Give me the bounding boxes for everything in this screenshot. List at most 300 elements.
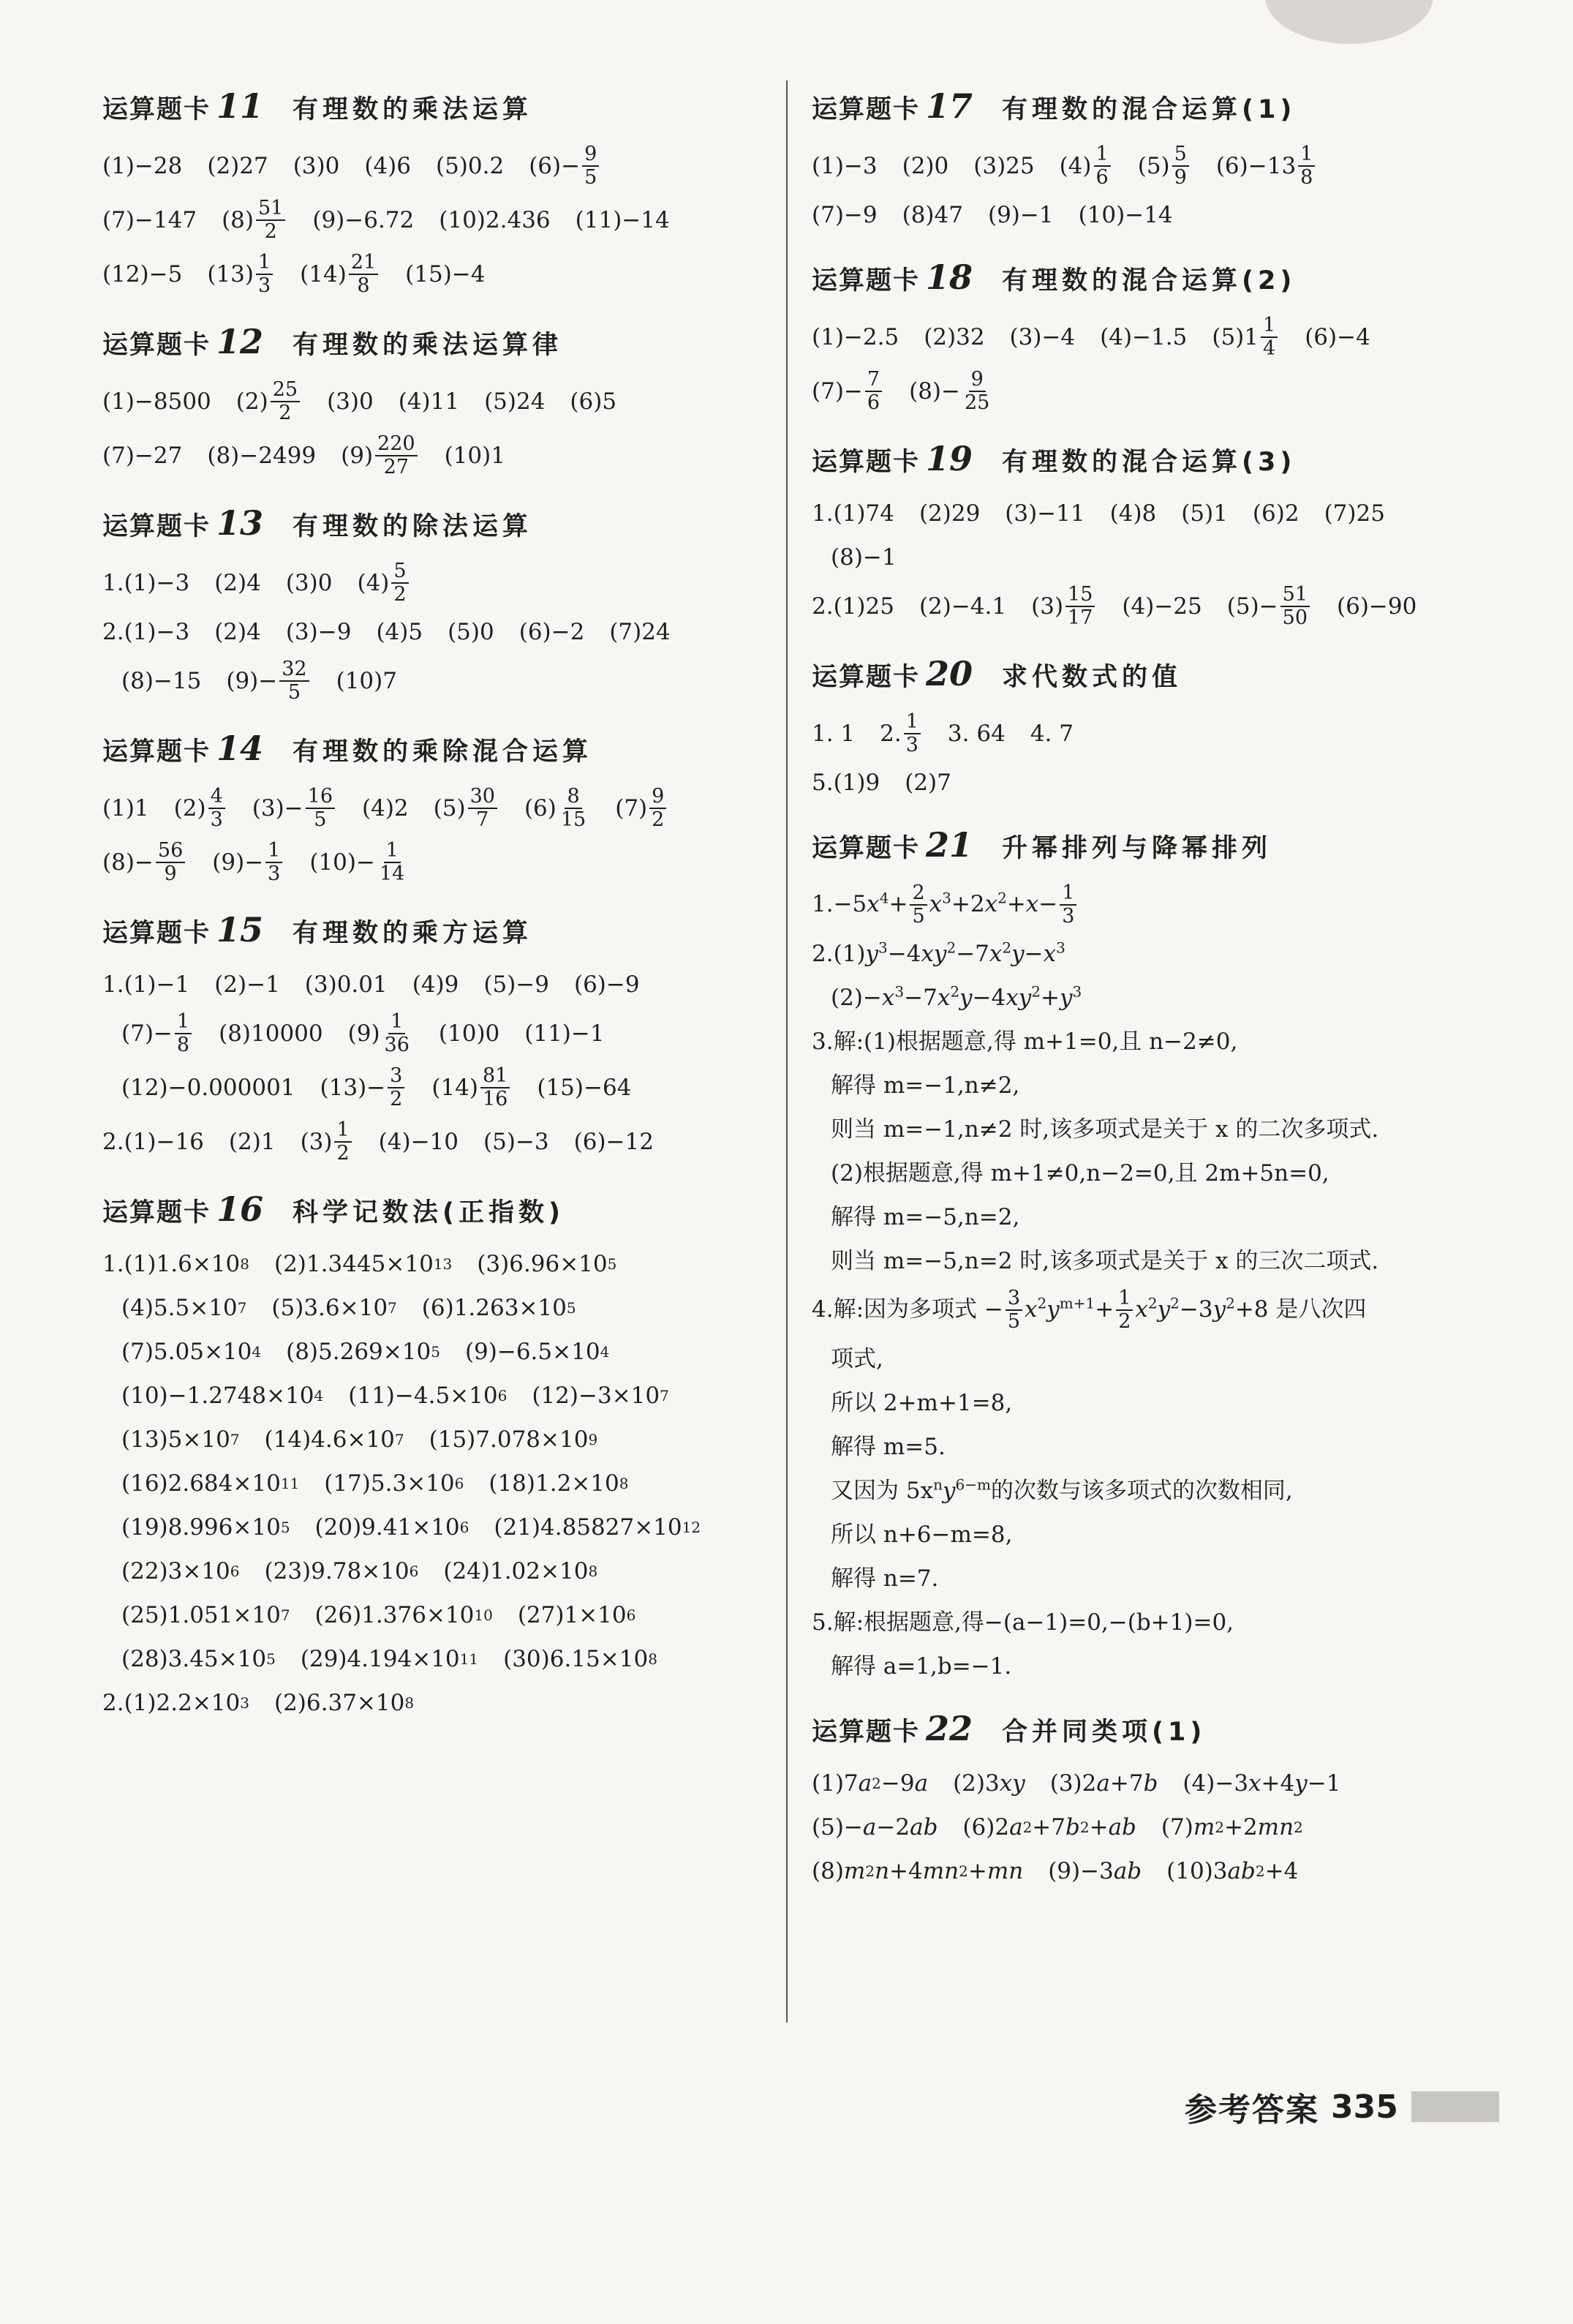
- answer: (29)4.194 ×10 11: [300, 1646, 479, 1672]
- answer: 1.(1)−1: [102, 971, 190, 998]
- answer: (8) m 2 n +4 mn 2 + mn: [812, 1858, 1024, 1884]
- answer: (7) − $\frac{1}{8}$: [121, 1011, 194, 1056]
- answer: (1)1: [102, 795, 149, 821]
- fraction: $\frac{9}{25}$: [965, 368, 990, 414]
- answer-line: [102, 835, 761, 890]
- answer-line: 项式,: [831, 1346, 883, 1372]
- answer: (6)−13 $\frac{1}{8}$: [1216, 143, 1318, 189]
- fraction: $\frac{32}{5}$: [279, 658, 309, 704]
- heading-title: 升幂排列与降幂排列: [1002, 834, 1272, 863]
- answer: 4. 7: [1030, 721, 1074, 747]
- column-divider: [786, 80, 788, 2023]
- fraction: $\frac{51}{2}$: [256, 198, 285, 243]
- heading-prefix: 运算题卡: [812, 448, 921, 477]
- answer: (1)−8500: [102, 388, 211, 415]
- section-heading: [102, 910, 761, 963]
- fraction: $\frac{2}{5}$: [910, 882, 927, 928]
- heading-number: 12: [216, 322, 264, 361]
- answer: (7)25: [1324, 500, 1385, 527]
- answer: (26)1.376 ×10 10: [314, 1602, 493, 1628]
- answer-line: [812, 139, 1543, 193]
- answer-line: [102, 1462, 761, 1505]
- answer: (2)27: [207, 153, 268, 179]
- answer-line: [102, 1061, 761, 1115]
- answer: (23)9.78 ×10 6: [264, 1558, 419, 1584]
- heading-prefix: 运算题卡: [102, 1198, 211, 1227]
- answer: (15)−64: [537, 1075, 632, 1101]
- answer: (12)−0.000001: [121, 1075, 295, 1101]
- answer-line: [812, 579, 1543, 633]
- answer-line: [102, 1505, 761, 1549]
- answer: (4) $\frac{1}{6}$: [1060, 143, 1113, 189]
- answer: (10)2.436: [439, 207, 551, 233]
- answer-line: (2)根据题意,得 m+1≠0,n−2=0,且 2m+5n=0,: [831, 1160, 1329, 1187]
- heading-prefix: 运算题卡: [812, 1718, 921, 1747]
- answer: (9) −6.5 ×10 4: [464, 1339, 610, 1365]
- answer: (6)−9: [573, 971, 640, 998]
- answer-line: 5.解:根据题意,得−(a−1)=0,−(b+1)=0,: [812, 1609, 1234, 1636]
- answer: (3) $\frac{1}{2}$: [301, 1119, 354, 1165]
- answer: (14) 4.6 ×10 7: [264, 1426, 404, 1453]
- heading-number: 15: [216, 910, 264, 949]
- answer: (3) − $\frac{16}{5}$: [252, 786, 337, 831]
- answer: (7)−9: [812, 202, 878, 228]
- answer-line: [102, 1115, 761, 1169]
- answer: (6)−90: [1337, 593, 1417, 620]
- fraction: $\frac{8}{15}$: [560, 785, 586, 831]
- answer: (13) − $\frac{3}{2}$: [320, 1065, 407, 1110]
- answer: (5)0: [448, 619, 494, 645]
- answer-line: [102, 1286, 761, 1330]
- answer: (2)7: [905, 770, 951, 796]
- answer-line: [102, 610, 761, 654]
- answer: 2.(1)25: [812, 593, 894, 620]
- answer: (8) 5.269 ×10 5: [286, 1339, 440, 1365]
- answer: (2)4: [214, 619, 261, 645]
- answer: (4)−1.5: [1100, 324, 1188, 350]
- answer: (6) − $\frac{9}{5}$: [529, 143, 601, 189]
- answer: (4)2: [362, 795, 409, 821]
- section-heading: [812, 86, 1543, 139]
- answer: $1.-5x^4+$ $\frac{2}{5}$ $x^3+2x^2+x-$ $\frac{1}{3}$: [812, 882, 1079, 928]
- answer: (11) −4.5 ×10 6: [348, 1383, 508, 1409]
- answer: (4)−25: [1122, 593, 1202, 620]
- answer: 1.(1)−3: [102, 570, 190, 596]
- section-19: [812, 439, 1543, 633]
- answer: (7)−147: [102, 207, 197, 233]
- answer-line: [102, 139, 761, 193]
- heading-prefix: 运算题卡: [812, 663, 921, 692]
- answer: 2.(1)−16: [102, 1129, 204, 1155]
- answer: 2. $\frac{1}{3}$: [880, 711, 923, 756]
- section-22: [812, 1709, 1543, 1893]
- fraction: $\frac{1}{4}$: [1261, 315, 1278, 360]
- answer: (5)0.2: [435, 153, 505, 179]
- answer-line: [812, 1849, 1543, 1893]
- answer: (10) 3 ab 2 +4: [1166, 1858, 1299, 1884]
- answer: (10) − $\frac{1}{14}$: [309, 840, 409, 885]
- answer: (7) 5.05 ×10 4: [121, 1339, 262, 1365]
- heading-prefix: 运算题卡: [102, 331, 211, 360]
- answer-line: [812, 707, 1543, 761]
- answer: (6)5: [570, 388, 617, 415]
- fraction: $\frac{9}{5}$: [582, 143, 599, 189]
- answer: (3) $\frac{15}{17}$: [1031, 584, 1097, 629]
- heading-title: 有理数的乘法运算律: [293, 331, 563, 360]
- fraction: $\frac{7}{6}$: [865, 369, 882, 414]
- answer: (5) 3.6 ×10 7: [271, 1295, 397, 1321]
- heading-title: 求代数式的值: [1002, 663, 1182, 692]
- answer: (19)8.996 ×10 5: [121, 1514, 290, 1541]
- answer: (2)−1: [214, 971, 280, 998]
- answer-line: [102, 1418, 761, 1462]
- section-15: [102, 910, 761, 1169]
- page-corner-decoration: [1265, 0, 1433, 44]
- answer: (9) $\frac{220}{27}$: [341, 433, 419, 478]
- heading-title: 有理数的乘法运算: [293, 95, 533, 124]
- answer: (3)0: [285, 570, 333, 596]
- answer: (3)−9: [285, 619, 352, 645]
- answer: (10)−14: [1078, 202, 1173, 228]
- answer-line: [102, 193, 761, 247]
- fraction: $\frac{15}{17}$: [1065, 584, 1095, 629]
- answer-line: [102, 781, 761, 835]
- answer-line: 所以 2+m+1=8,: [831, 1390, 1013, 1416]
- fraction: $\frac{1}{6}$: [1094, 143, 1111, 189]
- fraction: $\frac{1}{2}$: [334, 1119, 351, 1165]
- answer-line: [102, 1374, 761, 1418]
- heading-number: 16: [216, 1189, 264, 1229]
- answer: (1) 7 a 2 −9 a: [812, 1770, 929, 1797]
- answer-line: [102, 1681, 761, 1725]
- section-21: [812, 825, 1543, 1688]
- heading-prefix: 运算题卡: [102, 512, 211, 541]
- answer: (6) $\frac{8}{15}$: [524, 786, 590, 831]
- answer: (1)−28: [102, 153, 183, 179]
- answer: (2) 6.37 ×10 8: [274, 1690, 415, 1716]
- heading-prefix: 运算题卡: [812, 266, 921, 296]
- answer: (5) − a −2 ab: [812, 1814, 938, 1840]
- answer: (22)3 ×10 6: [121, 1558, 240, 1584]
- answer-line: [812, 878, 1543, 932]
- answer: 3. 64: [947, 721, 1006, 747]
- answer: (9)−1: [987, 202, 1054, 228]
- answer: (10)0: [438, 1020, 500, 1047]
- section-14: [102, 729, 761, 890]
- answer-line: [102, 556, 761, 610]
- answer: (8)10000: [219, 1020, 323, 1047]
- answer-line: [102, 429, 761, 483]
- heading-number: 19: [926, 439, 973, 478]
- answer: (11)−14: [575, 207, 670, 233]
- heading-number: 20: [926, 654, 973, 693]
- answer: (20)9.41 ×10 6: [314, 1514, 469, 1541]
- answer: (18)1.2 ×10 8: [489, 1470, 629, 1497]
- answer: (21)4.85827 ×10 12: [494, 1514, 701, 1541]
- answer-line: 则当 m=−5,n=2 时,该多项式是关于 x 的三次二项式.: [831, 1248, 1379, 1274]
- answer: (8)−1: [831, 544, 897, 571]
- answer: (4)11: [398, 388, 460, 415]
- answer-line: [102, 1549, 761, 1593]
- answer-line: [812, 535, 1543, 579]
- fraction: $\frac{1}{36}$: [384, 1010, 410, 1056]
- answer: (8)−15: [121, 668, 202, 694]
- answer: (6)−12: [573, 1129, 654, 1155]
- answer: 1.(1)74: [812, 500, 894, 527]
- heading-prefix: 运算题卡: [102, 737, 211, 767]
- answer: (9) − $\frac{32}{5}$: [226, 658, 311, 704]
- answer: (3)−11: [1005, 500, 1085, 527]
- answer-line: 解得 n=7.: [831, 1565, 939, 1592]
- section-heading: [102, 503, 761, 556]
- section-12: [102, 322, 761, 483]
- answer: (9) $\frac{1}{36}$: [348, 1011, 414, 1056]
- section-heading: [102, 729, 761, 781]
- heading-title: 有理数的乘方运算: [293, 919, 533, 948]
- answer: (10) −1.2748 ×10 4: [121, 1383, 324, 1409]
- answer: (14) $\frac{81}{16}$: [431, 1065, 512, 1110]
- answer: (5)1: [1181, 500, 1228, 527]
- heading-number: 11: [216, 86, 264, 126]
- heading-prefix: 运算题卡: [102, 95, 211, 124]
- fraction: $\frac{1}{3}$: [1060, 882, 1076, 928]
- answer: 5.(1)9: [812, 770, 880, 796]
- section-17: [812, 86, 1543, 237]
- answer: (8) − $\frac{9}{25}$: [909, 369, 994, 414]
- left-column: [102, 86, 761, 1745]
- answer: (13) 5 ×10 7: [121, 1426, 240, 1453]
- heading-title: 有理数的混合运算(2): [1002, 266, 1297, 296]
- answer: (6)−4: [1305, 324, 1370, 350]
- answer: (9) −3 ab: [1048, 1858, 1142, 1884]
- fraction: $\frac{25}{2}$: [271, 379, 300, 424]
- answer-line: [812, 761, 1543, 805]
- answer-line: 则当 m=−1,n≠2 时,该多项式是关于 x 的二次多项式.: [831, 1116, 1379, 1143]
- answer: 又因为 $5x^ny^{6-m}$的次数与该多项式的次数相同,: [831, 1475, 1293, 1504]
- fraction: $\frac{1}{3}$: [256, 252, 273, 297]
- fraction: $\frac{81}{16}$: [480, 1065, 510, 1110]
- answer-line: 解得 m=5.: [831, 1434, 946, 1460]
- answer: (7)24: [609, 619, 671, 645]
- answer: (4) $\frac{5}{2}$: [357, 560, 410, 606]
- fraction: $\frac{56}{9}$: [156, 840, 185, 885]
- heading-prefix: 运算题卡: [812, 95, 921, 124]
- footer-bar: [1411, 2091, 1499, 2122]
- answer: (3)0: [293, 153, 340, 179]
- answer: (13) $\frac{1}{3}$: [207, 252, 275, 297]
- answer: (7) $\frac{9}{2}$: [615, 786, 668, 831]
- answer: (12) −3 ×10 7: [532, 1383, 669, 1409]
- answer-line: [102, 375, 761, 429]
- heading-title: 有理数的除法运算: [293, 512, 533, 541]
- answer: (3)−4: [1009, 324, 1076, 350]
- answer: (4)8: [1109, 500, 1157, 527]
- answer: $2.(1)y^3-4xy^2-7x^2y-x^3$: [812, 939, 1065, 967]
- answer: (2) $\frac{25}{2}$: [236, 379, 302, 424]
- section-heading: [812, 439, 1543, 492]
- answer: (4)5: [376, 619, 423, 645]
- answer: (6)2: [1252, 500, 1299, 527]
- answer: (28)3.45 ×10 5: [121, 1646, 276, 1672]
- answer: (1)−3: [812, 153, 878, 179]
- answer: (2)−4.1: [918, 593, 1007, 620]
- answer: (25)1.051 ×10 7: [121, 1602, 290, 1628]
- answer-line: [102, 1242, 761, 1286]
- answer: (4)6: [364, 153, 411, 179]
- answer: (24)1.02 ×10 8: [443, 1558, 598, 1584]
- answer: (4) 5.5 ×10 7: [121, 1295, 247, 1321]
- heading-number: 13: [216, 503, 264, 543]
- answer: (4)−10: [378, 1129, 459, 1155]
- answer: (5)24: [484, 388, 546, 415]
- answer: (17)5.3 ×10 6: [324, 1470, 464, 1497]
- section-20: [812, 654, 1543, 805]
- fraction: $\frac{5}{9}$: [1172, 143, 1189, 189]
- answer: (1)−2.5: [812, 324, 899, 350]
- answer: (2)29: [918, 500, 981, 527]
- answer-line: 解得 a=1,b=−1.: [831, 1653, 1012, 1680]
- answer: 1. 1: [812, 721, 856, 747]
- section-heading: [102, 322, 761, 375]
- answer: 4.解:因为多项式 − $\frac{3}{5}$ $x^2y^{m+1}+$ $\frac{1}{2}$ $x^2y^2-3y^2+8$ 是八次四: [812, 1287, 1367, 1334]
- answer: (6) 2 a 2 +7 b 2 + ab: [962, 1814, 1136, 1840]
- heading-number: 14: [216, 729, 264, 768]
- answer-line: [812, 1469, 1543, 1513]
- fraction: $\frac{3}{2}$: [388, 1065, 404, 1110]
- fraction: $\frac{4}{3}$: [208, 786, 225, 831]
- answer: (27)1 ×10 6: [517, 1602, 636, 1628]
- heading-title: 科学记数法(正指数): [293, 1198, 565, 1227]
- answer: (9) − $\frac{1}{3}$: [212, 840, 284, 885]
- heading-number: 17: [926, 86, 973, 126]
- answer: (6) 1.263 ×10 5: [421, 1295, 576, 1321]
- section-heading: [102, 1189, 761, 1242]
- answer: (11)−1: [524, 1020, 605, 1047]
- answer: (4) −3 x +4 y −1: [1182, 1770, 1341, 1797]
- answer-line: [812, 1761, 1543, 1805]
- answer-line: 所以 n+6−m=8,: [831, 1522, 1013, 1548]
- section-heading: [102, 86, 761, 139]
- section-11: [102, 86, 761, 301]
- answer: (2) 1.3445 ×10 13: [274, 1251, 453, 1277]
- section-heading: [812, 1709, 1543, 1761]
- footer-label: 参考答案: [1185, 2091, 1319, 2129]
- answer: 2.(1)−3: [102, 619, 190, 645]
- fraction: $\frac{1}{3}$: [904, 711, 921, 756]
- answer: (3)0.01: [304, 971, 388, 998]
- answer: (5) 1 $\frac{1}{4}$: [1212, 315, 1280, 360]
- fraction: $\frac{1}{14}$: [379, 839, 405, 885]
- fraction: $\frac{30}{7}$: [468, 786, 497, 831]
- answer: (16)2.684 ×10 11: [121, 1470, 300, 1497]
- heading-prefix: 运算题卡: [812, 834, 921, 863]
- answer-line: [102, 247, 761, 301]
- answer: (3)25: [973, 153, 1035, 179]
- fraction: $\frac{21}{8}$: [349, 252, 378, 297]
- answer: (15) 7.078 ×10 9: [429, 1426, 598, 1453]
- answer: (8)−2499: [207, 443, 317, 469]
- answer-line: [812, 1805, 1543, 1849]
- answer: (5)−3: [483, 1129, 549, 1155]
- answer: (15)−4: [405, 261, 486, 287]
- answer-line: [812, 932, 1543, 976]
- answer: (5) − $\frac{51}{50}$: [1227, 584, 1312, 629]
- page-number: 335: [1331, 2088, 1398, 2126]
- answer: (5) $\frac{5}{9}$: [1138, 143, 1191, 189]
- answer: (2) 3 xy: [953, 1770, 1025, 1797]
- heading-title: 有理数的混合运算(3): [1002, 448, 1297, 477]
- answer-line: 3.解:(1)根据题意,得 m+1=0,且 n−2≠0,: [812, 1028, 1238, 1055]
- answer: (30)6.15 ×10 8: [503, 1646, 657, 1672]
- answer: (2)0: [902, 153, 949, 179]
- answer: (7) − $\frac{7}{6}$: [812, 369, 884, 414]
- fraction: $\frac{3}{5}$: [1006, 1287, 1022, 1333]
- answer: (7) m 2 +2 mn 2: [1161, 1814, 1303, 1840]
- heading-prefix: 运算题卡: [102, 919, 211, 948]
- heading-number: 22: [926, 1709, 973, 1748]
- answer-line: [102, 1637, 761, 1681]
- answer: (2)32: [924, 324, 985, 350]
- answer-line: [102, 1007, 761, 1061]
- answer: (8) − $\frac{56}{9}$: [102, 840, 187, 885]
- answer: (12)−5: [102, 261, 183, 287]
- fraction: $\frac{220}{27}$: [375, 433, 418, 478]
- heading-title: 有理数的混合运算(1): [1002, 95, 1297, 124]
- answer-line: [812, 1283, 1543, 1337]
- answer-line: [812, 310, 1543, 364]
- right-column: [812, 86, 1543, 1914]
- fraction: $\frac{1}{8}$: [175, 1011, 192, 1056]
- heading-title: 有理数的乘除混合运算: [293, 737, 593, 767]
- answer: (7)−27: [102, 443, 183, 469]
- answer: (8) $\frac{51}{2}$: [222, 198, 287, 243]
- answer: 1. (1) 1.6 ×10 8: [102, 1251, 249, 1277]
- fraction: $\frac{16}{5}$: [306, 786, 335, 831]
- answer: (10)7: [336, 668, 397, 694]
- answer: (8)47: [902, 202, 963, 228]
- answer: (3) 6.96 ×10 5: [477, 1251, 617, 1277]
- fraction: $\frac{1}{3}$: [265, 840, 282, 885]
- answer-line: [812, 976, 1543, 1020]
- answer: (4)9: [412, 971, 459, 998]
- answer-line: [102, 654, 761, 708]
- fraction: $\frac{5}{2}$: [391, 560, 408, 606]
- answer: (5)−9: [483, 971, 549, 998]
- answer: (2)4: [214, 570, 261, 596]
- answer-line: [812, 492, 1543, 535]
- section-18: [812, 257, 1543, 418]
- answer-line: 解得 m=−1,n≠2,: [831, 1072, 1020, 1099]
- answer: (9)−6.72: [312, 207, 415, 233]
- answer: (3)0: [327, 388, 374, 415]
- answer: (6)−2: [518, 619, 585, 645]
- section-heading: [812, 654, 1543, 707]
- fraction: $\frac{1}{2}$: [1116, 1287, 1133, 1333]
- answer-line: 解得 m=−5,n=2,: [831, 1204, 1020, 1230]
- section-heading: [812, 825, 1543, 878]
- heading-title: 合并同类项(1): [1002, 1718, 1207, 1747]
- answer: (2) $\frac{4}{3}$: [174, 786, 227, 831]
- heading-number: 18: [926, 257, 973, 297]
- fraction: $\frac{51}{50}$: [1280, 584, 1310, 629]
- answer: (14) $\frac{21}{8}$: [300, 252, 380, 297]
- section-heading: [812, 257, 1543, 310]
- answer: $(2)-x^3-7x^2y-4xy^2+y^3$: [831, 982, 1082, 1011]
- answer: (10)1: [444, 443, 505, 469]
- fraction: $\frac{1}{8}$: [1298, 143, 1315, 189]
- answer: (2)1: [228, 1129, 276, 1155]
- answer: (5) $\frac{30}{7}$: [434, 786, 499, 831]
